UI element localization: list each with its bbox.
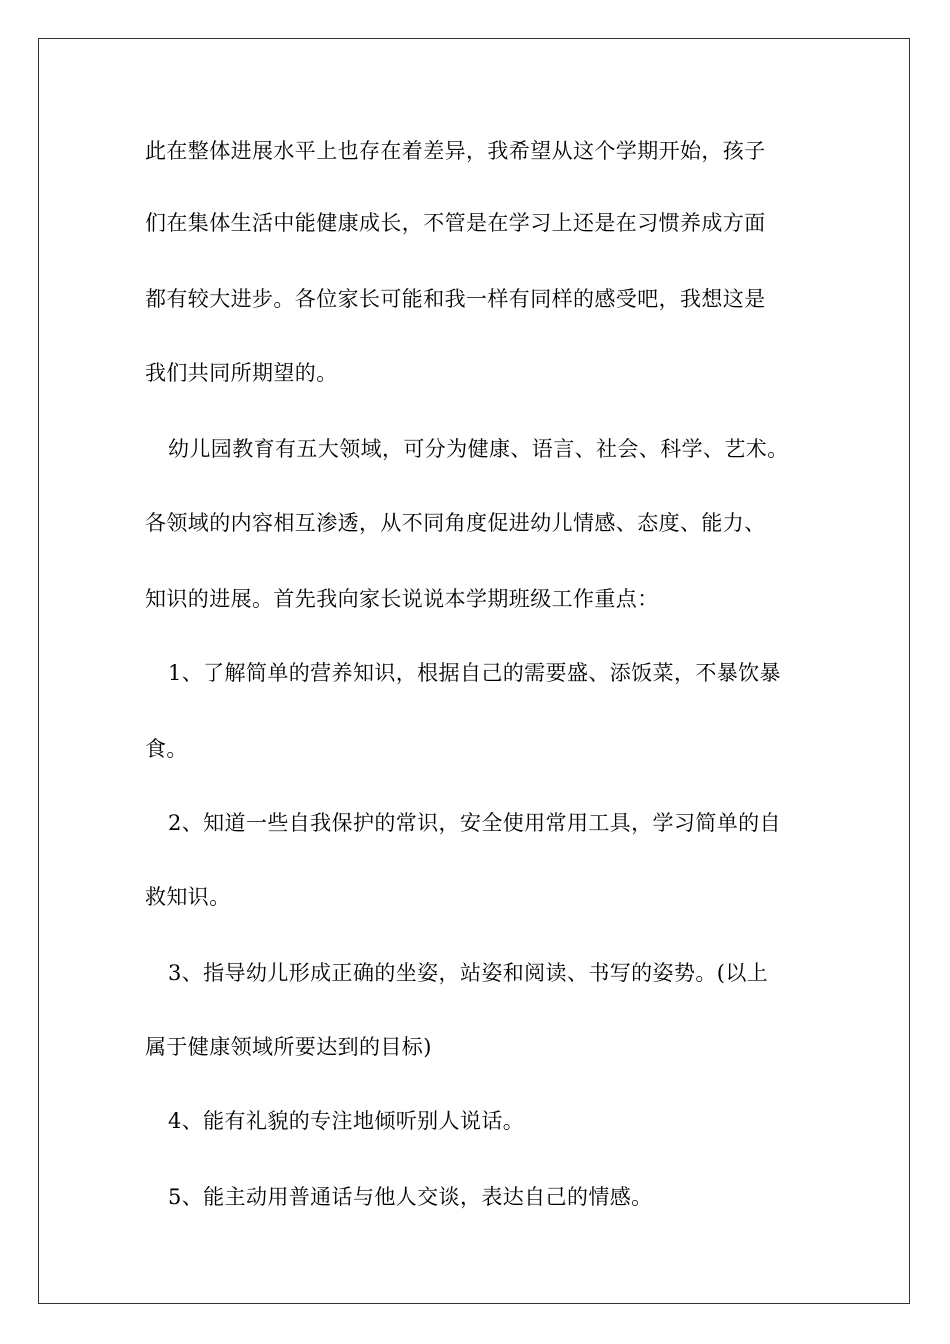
text-line: 知识的进展。首先我向家长说说本学期班级工作重点： bbox=[145, 587, 659, 611]
text-line: 3、指导幼儿形成正确的坐姿，站姿和阅读、书写的姿势。(以上 bbox=[168, 961, 769, 985]
text-line: 幼儿园教育有五大领域，可分为健康、语言、社会、科学、艺术。 bbox=[168, 437, 789, 461]
text-line: 都有较大进步。各位家长可能和我一样有同样的感受吧，我想这是 bbox=[145, 287, 766, 311]
text-line: 5、能主动用普通话与他人交谈，表达自己的情感。 bbox=[168, 1185, 653, 1209]
text-line: 食。 bbox=[145, 737, 188, 761]
text-line: 救知识。 bbox=[145, 885, 231, 909]
text-line: 我们共同所期望的。 bbox=[145, 361, 338, 385]
text-line: 1、了解简单的营养知识，根据自己的需要盛、添饭菜，不暴饮暴 bbox=[168, 661, 781, 685]
text-line: 4、能有礼貌的专注地倾听别人说话。 bbox=[168, 1109, 525, 1133]
text-line: 属于健康领域所要达到的目标) bbox=[145, 1035, 432, 1059]
text-line: 们在集体生活中能健康成长，不管是在学习上还是在习惯养成方面 bbox=[145, 211, 766, 235]
text-line: 各领域的内容相互渗透，从不同角度促进幼儿情感、态度、能力、 bbox=[145, 511, 766, 535]
text-line: 此在整体进展水平上也存在着差异，我希望从这个学期开始，孩子 bbox=[145, 139, 766, 163]
text-line: 2、知道一些自我保护的常识，安全使用常用工具，学习简单的自 bbox=[168, 811, 781, 835]
